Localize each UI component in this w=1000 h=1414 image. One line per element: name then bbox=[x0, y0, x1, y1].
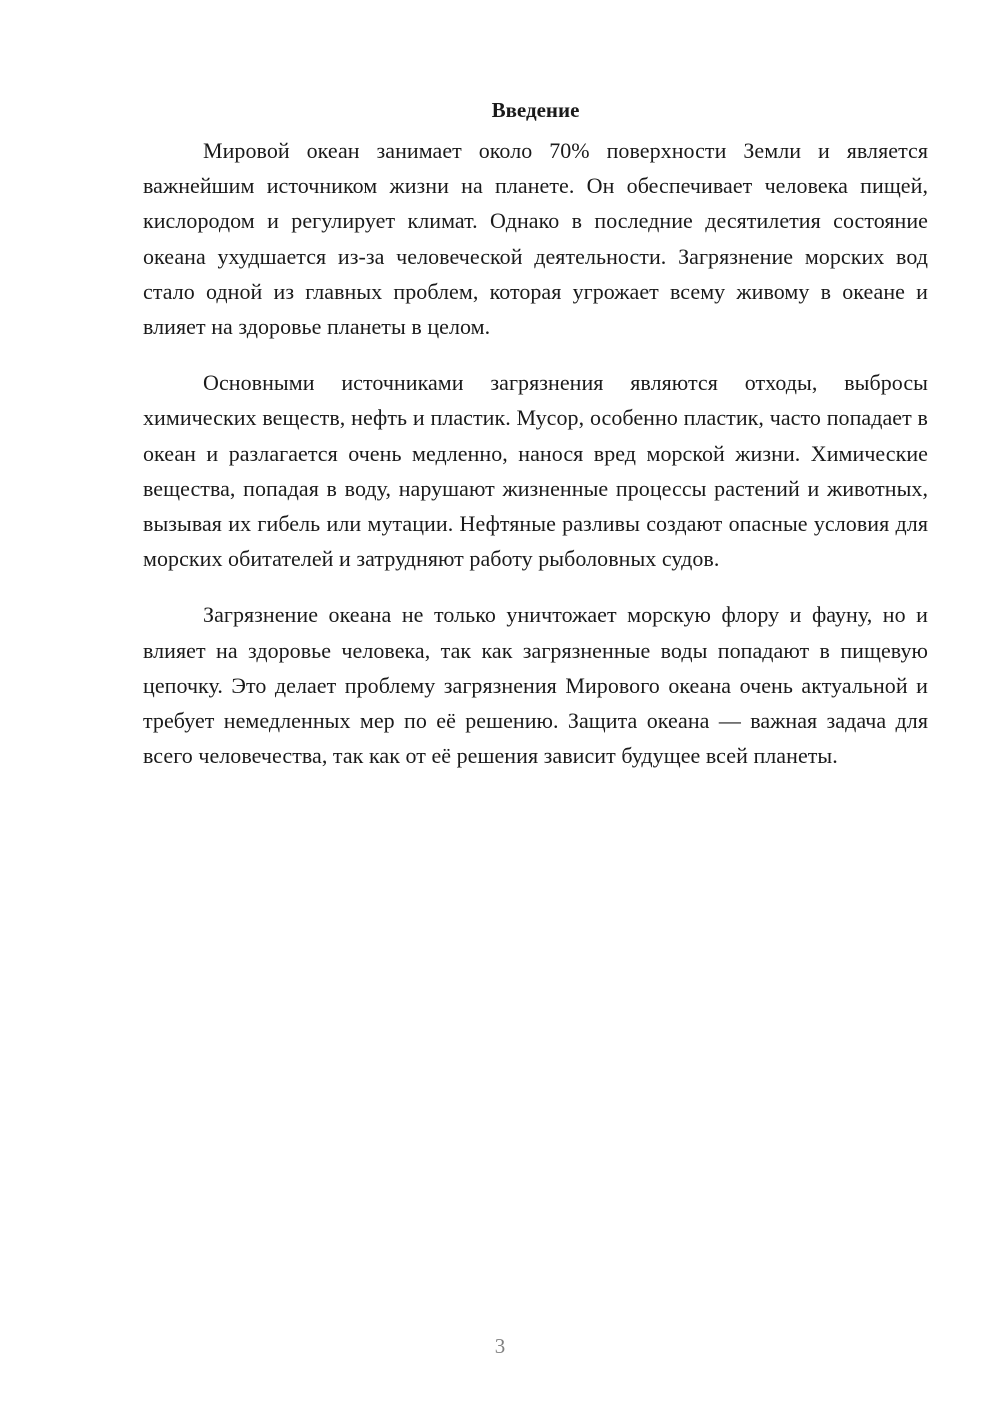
page-content bbox=[143, 96, 928, 794]
paragraph-3: Загрязнение океана не только уничтожает морскую флору и фауну, но и влияет на здоровье человека, так как загрязненные воды попадают в пищевую цепочку. Это делает проблему загрязнения Мирового океана очень актуальной и требует немедленных мер по её решению. Защита океана — важная задача для всего человечества, так как от её решения зависит будущее всей планеты. bbox=[143, 602, 928, 769]
paragraph-1: Мировой океан занимает около 70% поверхности Земли и является важнейшим источником жизни на планете. Он обеспечивает человека пищей, кислородом и регулирует климат. Однако в последние десятилетия состояние океана ухудшается из-за человеческой деятельности. Загрязнение морских вод стало одной из главных проблем, которая угрожает всему живому в океане и влияет на здоровье планеты в целом. bbox=[143, 138, 928, 340]
section-heading: Введение bbox=[491, 98, 580, 122]
page-number: 3 bbox=[494, 1334, 506, 1358]
paragraph-2: Основными источниками загрязнения являются отходы, выбросы химических веществ, нефть и пластик. Мусор, особенно пластик, часто попадает в океан и разлагается очень медленно, нанося вред морской жизни. Химические вещества, попадая в воду, нарушают жизненные процессы растений и животных, вызывая их гибель или мутации. Нефтяные разливы создают опасные условия для морских обитателей и затрудняют работу рыболовных судов. bbox=[143, 370, 928, 572]
